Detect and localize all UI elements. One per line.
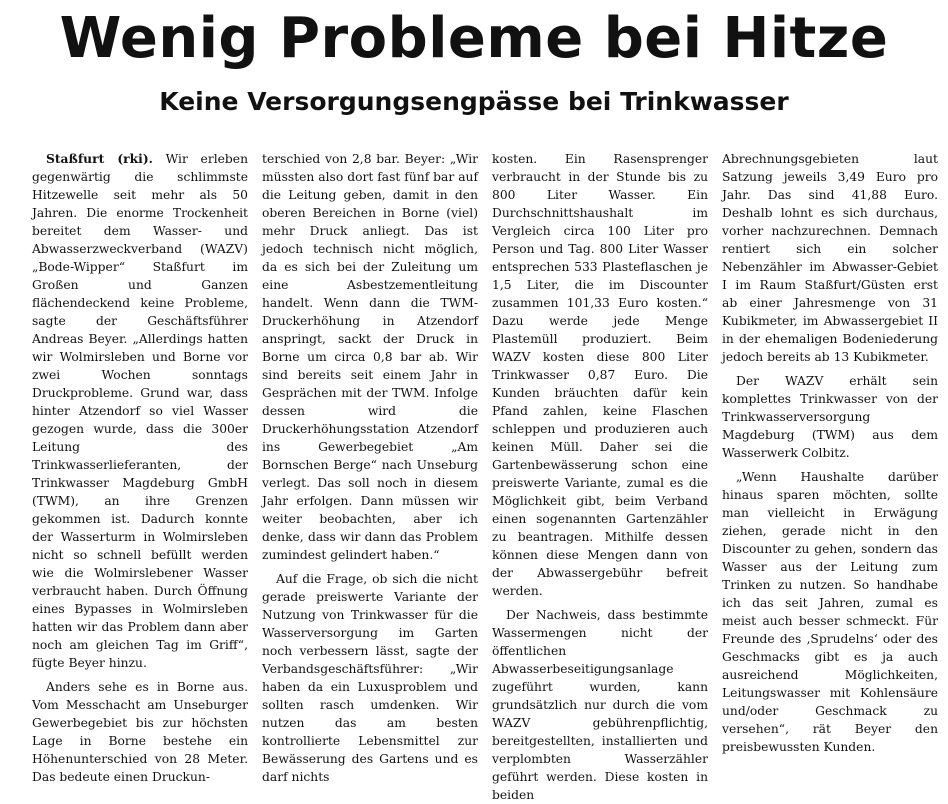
headline: Wenig Probleme bei Hitze (59, 6, 889, 71)
subheadline: Keine Versorgungsengpässe bei Trinkwasser (159, 87, 789, 116)
article-column-2 (262, 150, 478, 794)
paragraph-text: Wir erleben gegenwärtig die schlimmste Hitzewelle seit mehr als 50 Jahren. Die enorme Trockenheit bereitet dem Wasser- und Abwasserzweckverband (WAZV) „Bode-Wipper“ Staßfurt im Großen und Ganzen flächendeckend keine Probleme, sagte der Geschäftsführer Andreas Beyer. „Allerdings hatten wir Wolmirsleben und Borne vor zwei Wochen sonntags Druckprobleme. Grund war, dass hinter Atzendorf so viel Wasser gezogen wurde, dass die 300er Leitung des Trinkwasserlieferanten, der Trinkwasser Magdeburg GmbH (TWM), an ihre Grenzen gekommen ist. Dadurch konnte der Wasserturm in Wolmirsleben nicht so schnell befüllt werden wie die Wolmirslebener Wasser verbraucht haben. Durch Öffnung eines Bypasses in Wolmirsleben hatten wir das Problem dann aber noch am gleichen Tag im Griff“, fügte Beyer hinzu. (32, 152, 248, 670)
paragraph: Der WAZV erhält sein komplettes Trinkwasser von der Trinkwasserversorgung Magdeburg (TWM) aus dem Wasserwerk Colbitz. (722, 374, 938, 460)
paragraph: kosten. Ein Rasensprenger verbraucht in der Stunde bis zu 800 Liter Wasser. Ein Durchschnittshaushalt im Vergleich circa 100 Liter pro Person und Tag. 800 Liter Wasser entsprechen 533 Plasteflaschen je 1,5 Liter, die im Discounter zusammen 101,33 Euro kosten.“ Dazu werde jede Menge Plastemüll produziert. Beim WAZV kosten diese 800 Liter Trinkwasser 0,87 Euro. Die Kunden bräuchten dafür kein Pfand zahlen, keine Flaschen schleppen und produzieren auch keinen Müll. Daher sei die Gartenbewässerung schon eine preiswerte Variante, zumal es die Möglichkeit gibt, beim Verband einen sogenannten Gartenzähler zu beantragen. Mithilfe dessen können diese Mengen dann von der Abwassergebühr befreit werden. (492, 152, 708, 598)
article-column-4 (722, 150, 938, 794)
paragraph: Abrechnungsgebieten laut Satzung jeweils 3,49 Euro pro Jahr. Das sind 41,88 Euro. Deshalb lohnt es sich durchaus, vorher nachzurechnen. Demnach rentiert sich ein solcher Nebenzähler im Abwasser-Gebiet I im Raum Staßfurt/Güsten erst ab einer Jahresmenge von 31 Kubikmeter, im Abwassergebiet II in der ehemaligen Bodeniederung jedoch bereits ab 13 Kubikmeter. (722, 152, 938, 364)
paragraph: Auf die Frage, ob sich die nicht gerade preiswerte Variante der Nutzung von Trinkwasser für die Wasserversorgung im Garten noch verbessern lässt, sagte der Verbandsgeschäftsführer: „Wir haben da ein Luxusproblem und sollten rasch umdenken. Wir nutzen das am besten kontrollierte Lebensmittel zur Bewässerung des Gartens und es darf nichts (262, 572, 478, 784)
article-columns (32, 150, 940, 802)
paragraph (32, 150, 248, 672)
paragraph: Anders sehe es in Borne aus. Vom Messchacht am Unseburger Gewerbegebiet bis zur höchsten Lage in Borne bestehe ein Höhenunterschied von 28 Meter. Das bedeute einen Druckun- (32, 680, 248, 784)
dateline: Staßfurt (rki). (46, 151, 153, 166)
article-column-3 (492, 150, 708, 802)
paragraph: Der Nachweis, dass bestimmte Wassermengen nicht der öffentlichen Abwasserbeseitigungsanlage zugeführt wurden, kann grundsätzlich nur durch die vom WAZV gebührenpflichtig, bereitgestellten, installierten und verplombten Wasserzähler geführt werden. Diese kosten in beiden (492, 608, 708, 802)
paragraph: „Wenn Haushalte darüber hinaus sparen möchten, sollte man vielleicht in Erwägung ziehen, gerade nicht in den Discounter zu gehen, sondern das Wasser aus der Leitung zum Trinken zu nutzen. So handhabe ich das seit Jahren, zumal es meist auch besser schmeckt. Für Freunde des ‚Sprudelns‘ oder des Geschmacks gibt es ja auch ausreichend Möglichkeiten, Leitungswasser mit Kohlensäure und/oder Geschmack zu versehen“, rät Beyer den preisbewussten Kunden. (722, 470, 938, 754)
paragraph: terschied von 2,8 bar. Beyer: „Wir müssten also dort fast fünf bar auf die Leitung geben, damit in den oberen Bereichen in Borne (viel) mehr Druck anliegt. Das ist jedoch technisch nicht möglich, da es sich bei der Zuleitung um eine Asbestzementleitung handelt. Wenn dann die TWM-Druckerhöhung in Atzendorf anspringt, sackt der Druck in Borne um circa 0,8 bar ab. Wir sind bereits seit einem Jahr in Gesprächen mit der TWM. Infolge dessen wird die Druckerhöhungsstation Atzendorf ins Gewerbegebiet „Am Bornschen Berge“ nach Unseburg verlegt. Das soll noch in diesem Jahr erfolgen. Dann müssen wir weiter beobachten, aber ich denke, dass wir dann das Problem zumindest gelindert haben.“ (262, 152, 478, 562)
article-column-1 (32, 150, 248, 794)
